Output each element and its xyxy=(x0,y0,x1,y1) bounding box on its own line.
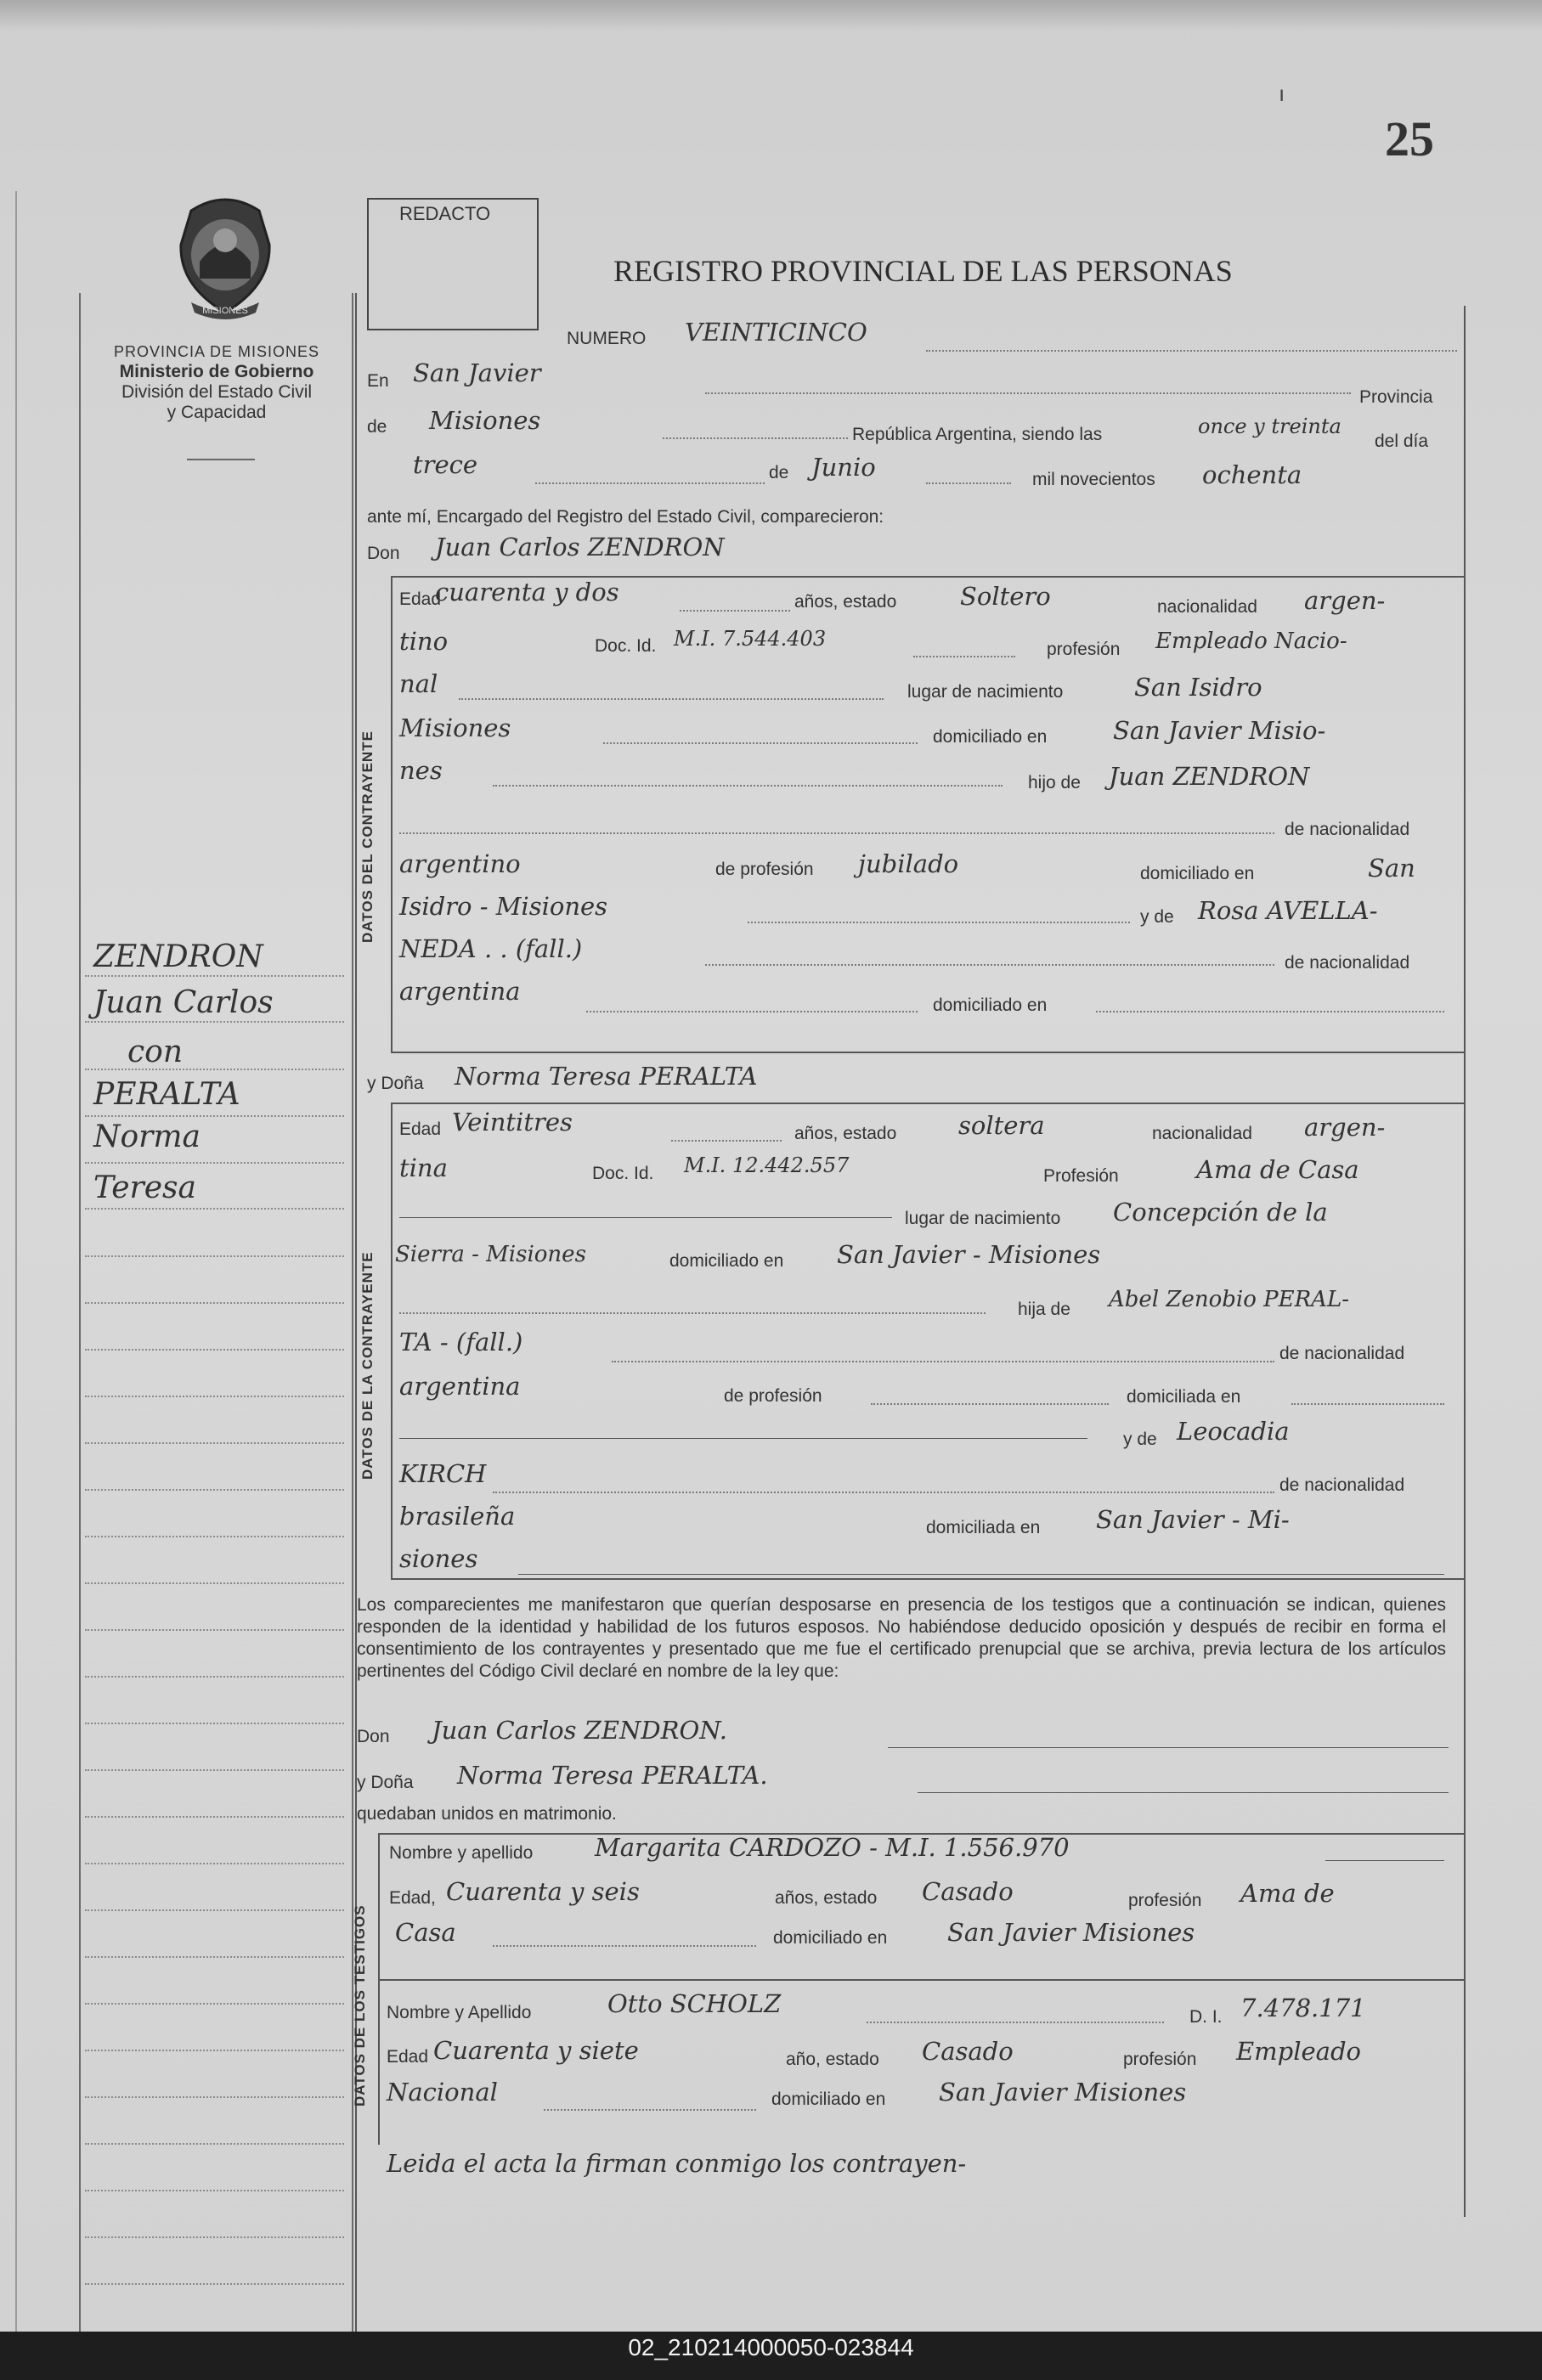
groom-profession-2: nal xyxy=(399,669,438,698)
groom-age: cuarenta y dos xyxy=(435,578,619,606)
groom-name-2: Juan Carlos ZENDRON. xyxy=(432,1716,727,1745)
margin-line xyxy=(85,1909,344,1911)
margin-line xyxy=(85,1956,344,1958)
fill-line xyxy=(586,1011,918,1012)
fill-line xyxy=(399,1217,892,1218)
domiciliado-label-4: domiciliado en xyxy=(669,1251,784,1271)
anos-estado-label: años, estado xyxy=(794,592,897,612)
bride-mother-address-1: San Javier - Mi- xyxy=(1096,1505,1290,1534)
hija-de-label: hija de xyxy=(1018,1300,1070,1319)
fill-line xyxy=(1291,1403,1444,1405)
fill-line xyxy=(399,1438,1087,1439)
fill-line xyxy=(544,2109,756,2111)
del-dia-label: del día xyxy=(1375,431,1429,451)
margin-line xyxy=(85,2236,344,2238)
page-number: 25 xyxy=(1385,111,1434,166)
declaration-paragraph: Los comparecientes me manifestaron que querían desposarse en presencia de los testigos que a continuación se indican, quienes responden de la identidad y habilidad de los futuros esposos. No habiéndose deducido oposición y después de recibir en forma el consentimiento de los contrayentes y presentado que me fue el certificado prenupcial que se archiva, previa lectura de los artículos pertinentes del Código Civil declaré en nombre de la ley que: xyxy=(357,1595,1446,1681)
groom-birthplace-2: Misiones xyxy=(399,713,511,742)
domiciliado-label-3: domiciliado en xyxy=(933,995,1048,1015)
groom-father-address-1: San xyxy=(1368,854,1415,883)
issuer-rule xyxy=(187,459,255,460)
lugar-nac-label: lugar de nacimiento xyxy=(907,682,1064,702)
de-nacionalidad-label-2: de nacionalidad xyxy=(1285,953,1410,973)
image-id-caption: 02_210214000050-023844 xyxy=(628,2334,914,2360)
ano-estado-label: año, estado xyxy=(786,2050,879,2069)
bride-nationality-2: tina xyxy=(399,1153,448,1182)
margin-line xyxy=(85,1816,344,1818)
margin-line xyxy=(85,1629,344,1631)
nacionalidad-label-2: nacionalidad xyxy=(1152,1124,1252,1143)
profesion-label-4: profesión xyxy=(1123,2050,1197,2069)
province-label: PROVINCIA DE MISIONES xyxy=(113,343,320,360)
profesion-label: profesión xyxy=(1047,640,1121,659)
margin-note-line: Norma xyxy=(93,1120,201,1154)
domiciliada-label-2: domiciliada en xyxy=(926,1518,1041,1537)
witness-section-label: DATOS DE LOS TESTIGOS xyxy=(352,1904,368,2106)
nombre-label-2: Nombre y Apellido xyxy=(387,2003,532,2022)
division-label: División del Estado Civil xyxy=(121,382,313,402)
witness2-di: 7.478.171 xyxy=(1240,1994,1366,2022)
domiciliado-label-5: domiciliado en xyxy=(773,1928,888,1948)
en-label: En xyxy=(367,371,389,391)
bride-birthplace-1: Concepción de la xyxy=(1113,1198,1328,1227)
margin-line xyxy=(85,1115,344,1117)
rule xyxy=(378,1979,1464,1981)
groom-mother-1: Rosa AVELLA- xyxy=(1198,896,1378,925)
margin-line xyxy=(85,2003,344,2005)
anos-estado-label-2: años, estado xyxy=(794,1124,897,1143)
margin-line xyxy=(85,1162,344,1164)
fill-line xyxy=(705,392,1351,394)
bride-mother-nationality: brasileña xyxy=(399,1502,516,1531)
y-de-label-2: y de xyxy=(1123,1430,1157,1449)
quedaban-label: quedaban unidos en matrimonio. xyxy=(357,1804,617,1824)
groom-father-nationality: argentino xyxy=(399,849,521,878)
page-top-edge xyxy=(0,0,1542,31)
margin-line xyxy=(85,1396,344,1397)
fill-line xyxy=(493,1945,756,1947)
fill-line xyxy=(1325,1860,1444,1861)
fill-line xyxy=(926,482,1011,484)
fill-line xyxy=(603,742,918,744)
witness2-profession-1: Empleado xyxy=(1236,2037,1361,2066)
fill-line xyxy=(871,1403,1109,1405)
margin-line xyxy=(85,2190,344,2191)
mil-label: mil novecientos xyxy=(1032,470,1155,489)
groom-nationality-2: tino xyxy=(399,627,449,656)
witness1-profession-1: Ama de xyxy=(1240,1879,1335,1908)
groom-father-profession: jubilado xyxy=(858,849,959,878)
witness1-age: Cuarenta y seis xyxy=(446,1877,640,1906)
bride-status: soltera xyxy=(958,1111,1045,1140)
groom-mother-2: NEDA . . (fall.) xyxy=(399,934,583,963)
domiciliada-label: domiciliada en xyxy=(1127,1387,1241,1407)
bride-birthplace-2: Sierra - Misiones xyxy=(395,1242,586,1267)
bride-mother-address-2: siones xyxy=(399,1544,478,1573)
bride-name-2: Norma Teresa PERALTA. xyxy=(457,1761,768,1790)
margin-line xyxy=(85,1302,344,1304)
bride-nationality-1: argen- xyxy=(1304,1113,1386,1142)
margin-note-line: PERALTA xyxy=(93,1077,240,1112)
margin-line xyxy=(85,1349,344,1351)
groom-profession-1: Empleado Nacio- xyxy=(1155,629,1347,654)
fill-line xyxy=(399,832,1274,834)
hour: once y treinta xyxy=(1198,415,1341,438)
bride-doc: M.I. 12.442.557 xyxy=(684,1153,850,1177)
fill-line xyxy=(535,482,765,484)
fill-line xyxy=(663,437,848,439)
month: Junio xyxy=(811,453,876,482)
de-profesion-label-2: de profesión xyxy=(724,1386,822,1406)
provincia-label: Provincia xyxy=(1359,387,1433,407)
witness2-address: San Javier Misiones xyxy=(939,2078,1187,2106)
margin-line xyxy=(85,1676,344,1678)
margin-line xyxy=(85,1536,344,1537)
groom-doc: M.I. 7.544.403 xyxy=(674,627,827,651)
margin-line xyxy=(85,1021,344,1023)
di-label: D. I. xyxy=(1189,2007,1223,2027)
groom-father: Juan ZENDRON xyxy=(1109,762,1310,791)
ante-label: ante mí, Encargado del Registro del Estado Civil, comparecieron: xyxy=(367,507,884,527)
anos-estado-label-3: años, estado xyxy=(775,1888,878,1908)
margin-line xyxy=(85,1582,344,1584)
witness2-age: Cuarenta y siete xyxy=(433,2036,639,2065)
y-dona-label-2: y Doña xyxy=(357,1773,414,1792)
groom-address-2: nes xyxy=(399,756,443,785)
province: Misiones xyxy=(429,406,541,435)
fill-line xyxy=(918,1792,1449,1793)
registry-title: REGISTRO PROVINCIAL DE LAS PERSONAS xyxy=(613,254,1233,288)
misiones-seal-icon xyxy=(166,194,285,321)
fill-line xyxy=(399,1312,986,1314)
witness1-address: San Javier Misiones xyxy=(947,1918,1195,1947)
bride-father-1: Abel Zenobio PERAL- xyxy=(1109,1287,1349,1312)
numero-label: NUMERO xyxy=(567,329,647,348)
edad-label-4: Edad xyxy=(387,2047,429,2067)
fill-line xyxy=(913,656,1015,657)
don-label: Don xyxy=(367,544,400,563)
division-label-2: y Capacidad xyxy=(167,403,267,422)
margin-note-line: Teresa xyxy=(93,1170,196,1205)
fill-line xyxy=(518,1574,1444,1575)
de-label: de xyxy=(367,417,387,437)
witness2-name: Otto SCHOLZ xyxy=(607,1989,782,2018)
fill-line xyxy=(671,1140,782,1142)
nacionalidad-label: nacionalidad xyxy=(1157,597,1257,617)
doc-label: Doc. Id. xyxy=(595,636,657,656)
fill-line xyxy=(680,610,790,612)
left-outer-edge xyxy=(15,191,17,2332)
lugar-nac-label-2: lugar de nacimiento xyxy=(905,1209,1061,1228)
fill-line xyxy=(459,698,884,700)
groom-father-address-2: Isidro - Misiones xyxy=(399,892,608,921)
bride-father-2: TA - (fall.) xyxy=(399,1328,523,1356)
ministry-label: Ministerio de Gobierno xyxy=(119,362,314,381)
bride-address: San Javier - Misiones xyxy=(837,1240,1101,1269)
domiciliado-label-2: domiciliado en xyxy=(1140,864,1255,883)
seal-text: MISIONES xyxy=(202,306,248,316)
de-nacionalidad-label: de nacionalidad xyxy=(1285,820,1410,839)
fill-line xyxy=(1096,1011,1444,1012)
profesion-label-3: profesión xyxy=(1128,1891,1202,1910)
margin-line xyxy=(85,975,344,977)
fill-line xyxy=(748,922,1130,923)
margin-line xyxy=(85,1208,344,1210)
groom-mother-nationality: argentina xyxy=(399,977,521,1006)
record-number: VEINTICINCO xyxy=(685,318,867,347)
day: trece xyxy=(413,450,478,479)
redacto-box xyxy=(367,198,539,330)
margin-line xyxy=(85,1769,344,1771)
place: San Javier xyxy=(413,358,541,387)
redacto-label: REDACTO xyxy=(399,203,491,224)
edad-label: Edad xyxy=(399,589,442,609)
hijo-de-label: hijo de xyxy=(1028,773,1081,792)
republica-label: República Argentina, siendo las xyxy=(852,425,1103,444)
y-dona-label: y Doña xyxy=(367,1074,424,1093)
margin-line xyxy=(85,1255,344,1257)
fill-line xyxy=(888,1747,1449,1748)
fill-line xyxy=(493,785,1003,787)
bride-mother-1: Leocadia xyxy=(1177,1417,1290,1446)
don-label-2: Don xyxy=(357,1727,390,1746)
groom-status: Soltero xyxy=(960,582,1051,611)
edad-label-2: Edad xyxy=(399,1120,442,1139)
bride-father-nationality: argentina xyxy=(399,1372,521,1401)
margin-line xyxy=(85,1069,344,1070)
domiciliado-label: domiciliado en xyxy=(933,727,1048,747)
margin-line xyxy=(85,2050,344,2051)
groom-address-1: San Javier Misio- xyxy=(1113,716,1326,745)
fill-line xyxy=(867,2022,1164,2023)
margin-line xyxy=(85,2143,344,2145)
witness2-profession-2: Nacional xyxy=(387,2078,498,2106)
edad-label-3: Edad, xyxy=(389,1888,436,1908)
margin-line xyxy=(85,2096,344,2098)
bride-mother-2: KIRCH xyxy=(399,1459,487,1488)
margin-line xyxy=(85,1442,344,1444)
doc-label-2: Doc. Id. xyxy=(592,1164,654,1183)
year: ochenta xyxy=(1202,460,1302,489)
de-nacionalidad-label-3: de nacionalidad xyxy=(1279,1344,1405,1363)
bride-section-label: DATOS DE LA CONTRAYENTE xyxy=(359,1251,376,1480)
margin-note-line: ZENDRON xyxy=(93,939,263,974)
nombre-label: Nombre y apellido xyxy=(389,1843,534,1863)
margin-line xyxy=(85,1723,344,1724)
witness1-status: Casado xyxy=(922,1877,1014,1906)
fill-line xyxy=(612,1361,1274,1362)
fill-line xyxy=(705,964,1274,966)
margin-line xyxy=(85,1489,344,1491)
left-border-line xyxy=(79,293,81,2332)
domiciliado-label-6: domiciliado en xyxy=(771,2090,886,2109)
margin-note-line: con xyxy=(127,1035,184,1069)
margin-line xyxy=(85,1863,344,1864)
bride-name: Norma Teresa PERALTA xyxy=(455,1062,758,1091)
y-de-label: y de xyxy=(1140,907,1174,927)
bride-age: Veintitres xyxy=(452,1108,573,1136)
groom-birthplace-1: San Isidro xyxy=(1134,673,1262,702)
groom-section-label: DATOS DEL CONTRAYENTE xyxy=(359,730,376,943)
margin-note-line: Juan Carlos xyxy=(93,985,274,1020)
witness1-profession-2: Casa xyxy=(395,1918,456,1947)
de-nacionalidad-label-4: de nacionalidad xyxy=(1279,1475,1405,1495)
fill-line xyxy=(926,350,1457,352)
profesion-label-2: Profesión xyxy=(1043,1166,1119,1186)
bride-profession: Ama de Casa xyxy=(1196,1155,1359,1184)
groom-nationality-1: argen- xyxy=(1304,586,1386,615)
fill-line xyxy=(493,1492,1274,1493)
groom-name: Juan Carlos ZENDRON xyxy=(435,533,725,561)
witness2-status: Casado xyxy=(922,2037,1014,2066)
pencil-mark: ı xyxy=(1279,81,1285,106)
issuer-block xyxy=(81,341,353,423)
de-label-2: de xyxy=(769,463,789,482)
margin-line xyxy=(85,2283,344,2285)
witness1-name: Margarita CARDOZO - M.I. 1.556.970 xyxy=(595,1833,1070,1862)
closing-line: Leida el acta la firman conmigo los contrayen- xyxy=(387,2149,967,2178)
de-profesion-label: de profesión xyxy=(715,860,814,879)
